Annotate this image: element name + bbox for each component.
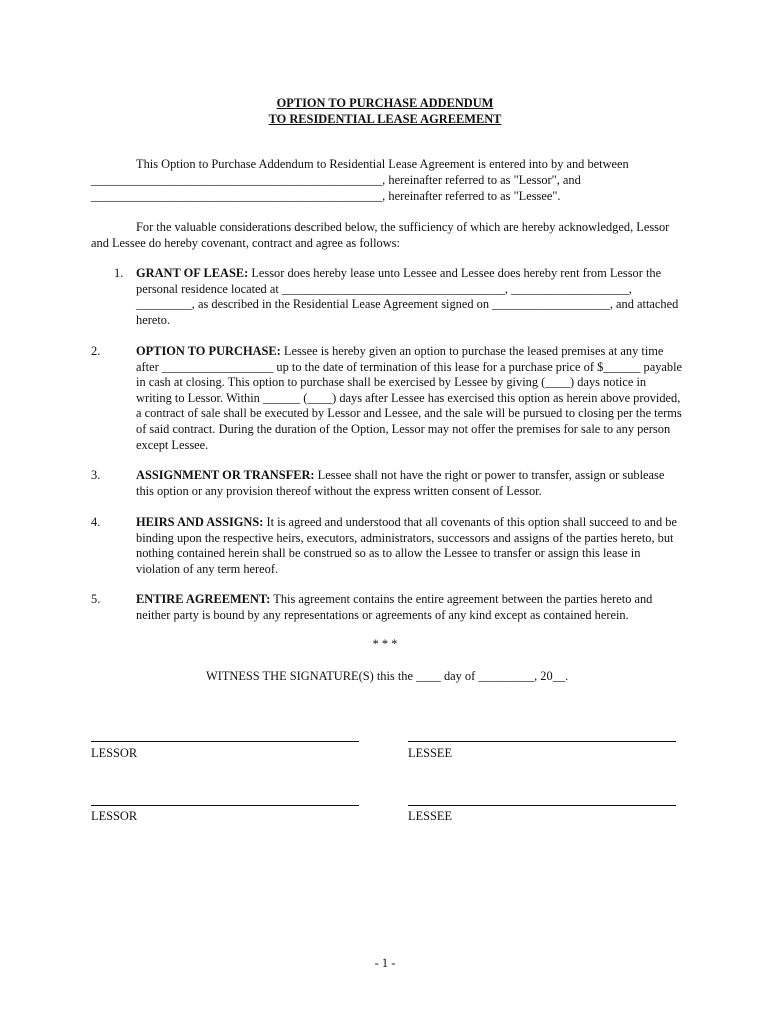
section-separator: * * * xyxy=(372,637,398,651)
lessor-signature-line-2 xyxy=(91,805,359,806)
lessee-label-1: LESSEE xyxy=(408,746,453,760)
document-title-line-2: TO RESIDENTIAL LEASE AGREEMENT xyxy=(268,112,502,126)
lessee-label-2: LESSEE xyxy=(408,809,453,823)
intro-lessee-line: _______________________________________________, hereinafter referred to as "Lessee". xyxy=(91,189,561,203)
item-3-text: Lessee shall not have the right or power to transfer, assign or sublease this option or any provision thereof without the express written consent of Lessor. xyxy=(136,468,665,498)
item-1-heading: GRANT OF LEASE: xyxy=(136,266,249,280)
item-4-paragraph xyxy=(136,515,684,577)
item-4-heading: HEIRS AND ASSIGNS: xyxy=(136,515,264,529)
item-1-text: Lessor does hereby lease unto Lessee and Lessee does hereby rent from Lessor the personal residence located at ____________________________________, ___________________, _________, as described in the Residential Lease Agreement signed on ___________________, and attached hereto. xyxy=(136,266,679,327)
consideration-line-2: and Lessee do hereby covenant, contract and agree as follows: xyxy=(91,236,400,250)
item-5-heading: ENTIRE AGREEMENT: xyxy=(136,592,271,606)
consideration-line-1: For the valuable considerations described below, the sufficiency of which are hereby acknowledged, Lessor xyxy=(136,220,670,234)
item-3-heading: ASSIGNMENT OR TRANSFER: xyxy=(136,468,315,482)
lessee-signature-line-2 xyxy=(408,805,676,806)
lessee-signature-line-1 xyxy=(408,741,676,742)
item-5-text: This agreement contains the entire agreement between the parties hereto and neither party is bound by any representations or agreements of any kind except as contained herein. xyxy=(136,592,653,622)
intro-lessor-line: _______________________________________________, hereinafter referred to as "Lessor", and xyxy=(91,173,581,187)
item-3-number: 3. xyxy=(91,468,101,482)
item-5-paragraph xyxy=(136,592,684,623)
item-4-number: 4. xyxy=(91,515,101,529)
document-title-line-1: OPTION TO PURCHASE ADDENDUM xyxy=(276,96,494,110)
item-2-number: 2. xyxy=(91,344,101,358)
page-number: - 1 - xyxy=(374,956,396,970)
lessor-label-1: LESSOR xyxy=(91,746,138,760)
item-1-paragraph xyxy=(136,266,684,328)
item-4-text: It is agreed and understood that all covenants of this option shall succeed to and be binding upon the respective heirs, executors, administrators, successors and assigns of the parties hereto, but nothing contained herein shall be construed so as to allow the Lessee to transfer or assign this lease in violation of any term hereof. xyxy=(136,515,677,576)
item-3-paragraph xyxy=(136,468,684,499)
lessor-signature-line-1 xyxy=(91,741,359,742)
item-5-number: 5. xyxy=(91,592,101,606)
intro-line-1: This Option to Purchase Addendum to Residential Lease Agreement is entered into by and between xyxy=(136,157,629,171)
item-1-number: 1. xyxy=(114,266,124,280)
witness-line: WITNESS THE SIGNATURE(S) this the ____ day of _________, 20__. xyxy=(206,669,569,683)
item-2-paragraph xyxy=(136,344,684,453)
item-2-text: Lessee is hereby given an option to purchase the leased premises at any time after __________________ up to the date of termination of this lease for a purchase price of $______ payable in cash at closing. This option to purchase shall be exercised by Lessee by giving (____) days notice in writing to Lessor. Within ______ (____) days after Lessee has exercised this option as herein above provided, a contract of sale shall be executed by Lessor and Lessee, and the sale will be pursued to closing per the terms of said contract. During the duration of the Option, Lessor may not offer the premises for sale to any person except Lessee. xyxy=(136,344,683,452)
item-2-heading: OPTION TO PURCHASE: xyxy=(136,344,281,358)
lessor-label-2: LESSOR xyxy=(91,809,138,823)
